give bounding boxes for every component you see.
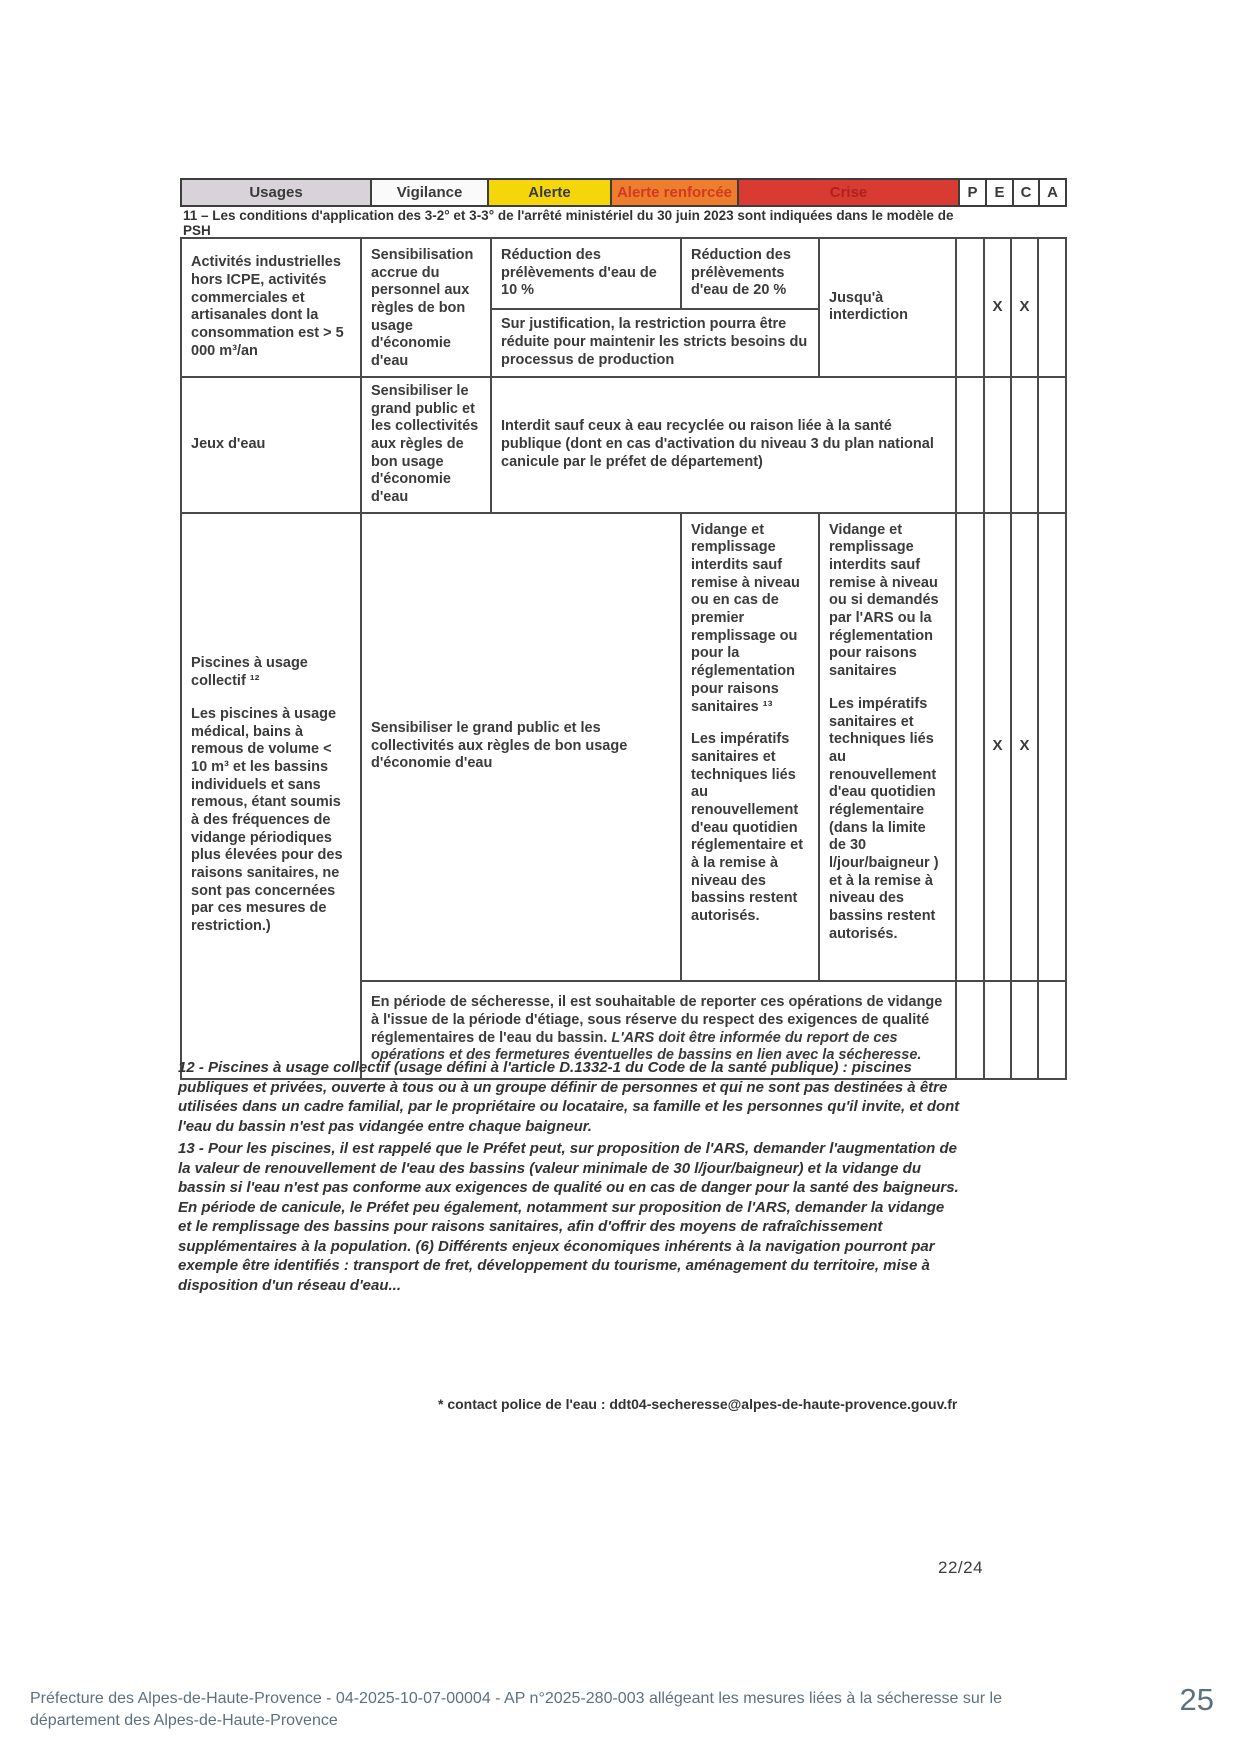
cell-industrial-alerte-renforcee: Réduction des prélèvements d'eau de 20 % — [681, 238, 819, 309]
cell-jeux-usage: Jeux d'eau — [181, 377, 361, 513]
legend-cell-e: E — [986, 179, 1013, 206]
usage-restrictions-table — [180, 237, 1067, 1080]
legend-cell-usages: Usages — [181, 179, 371, 206]
piscines-usage-title: Piscines à usage collectif ¹² — [191, 655, 308, 690]
legend-cell-p: P — [959, 179, 986, 206]
piscines-ars-note-regular: En période de sécheresse, il est souhaitable de reporter ces opérations de vidange à l'issue de la période d'étiage, sous réserve du respect des exigences de qualité réglementaires de l'eau du bassin. — [371, 994, 943, 1046]
severity-legend — [180, 178, 1067, 207]
footer-line2: département des Alpes-de-Haute-Provence — [30, 1711, 338, 1729]
cell-piscines-usage — [181, 513, 361, 1079]
legend-cell-c: C — [1013, 179, 1039, 206]
cell-industrial-mark-c: X — [1011, 238, 1038, 377]
footer-line1: Préfecture des Alpes-de-Haute-Provence - 04-2025-10-07-00004 - AP n°2025-280-003 allégeant les mesures liées à la sécheresse sur le — [30, 1690, 1003, 1707]
legend-cell-crise: Crise — [738, 179, 959, 206]
cell-jeux-restriction: Interdit sauf ceux à eau recyclée ou raison liée à la santé publique (dont en cas d'activation du niveau 3 du plan national canicule par le préfet de département) — [491, 377, 956, 513]
cell-piscines-alerte-renforcee — [681, 513, 819, 981]
cell-industrial-justification: Sur justification, la restriction pourra être réduite pour maintenir les stricts besoins du processus de production — [491, 309, 819, 377]
cell-piscines-mark-p — [956, 513, 984, 981]
cell-industrial-usage: Activités industrielles hors ICPE, activités commerciales et artisanales dont la consommation est > 5 000 m³/an — [181, 238, 361, 377]
piscines-ars-note-bold: L'ARS doit être informée du report de ces opérations et des fermetures éventuelles de bassins en lien avec la sécheresse. — [371, 1029, 922, 1064]
legend-cell-vigilance: Vigilance — [371, 179, 488, 206]
cell-ars-note-mark-c — [1011, 981, 1038, 1079]
piscines-crise-p1: Vidange et remplissage interdits sauf remise à niveau ou si demandés par l'ARS ou la réglementation pour raisons sanitaires — [829, 521, 939, 680]
cell-jeux-vigilance: Sensibiliser le grand public et les collectivités aux règles de bon usage d'économie d'eau — [361, 377, 491, 513]
page-number: 25 — [1179, 1682, 1214, 1717]
footnote-13: 13 - Pour les piscines, il est rappelé que le Préfet peut, sur proposition de l'ARS, demander l'augmentation de la valeur de renouvellement de l'eau des bassins (valeur minimale de 30 l/jour/baigneur) et la vidange du bassin si l'eau n'est pas conforme aux exigences de qualité ou en cas de danger pour la santé des baigneurs. En période de canicule, le Préfet peu également, notamment sur proposition de l'ARS, demander la vidange et le remplissage des bassins pour raisons sanitaires, afin d'offrir des moyens de rafraîchissement supplémentaires à la population. (6) Différents enjeux économiques inhérents à la navigation pourront par exemple être identifiés : transport de fret, développement du tourisme, aménagement du territoire, mise à disposition d'un réseau d'eau... — [178, 1140, 959, 1294]
cell-piscines-crise — [819, 513, 956, 981]
cell-industrial-alerte: Réduction des prélèvements d'eau de 10 % — [491, 238, 681, 309]
cell-piscines-mark-a — [1038, 513, 1066, 981]
legend-cell-alerte: Alerte — [488, 179, 611, 206]
piscines-usage-note: Les piscines à usage médical, bains à remous de volume < 10 m³ et les bassins individuels et sans remous, étant soumis à des fréquences de vidange périodiques plus élevées pour des raisons sanitaires, ne sont pas concernées par ces mesures de restriction.) — [191, 705, 343, 935]
cell-ars-note-mark-e — [984, 981, 1011, 1079]
cell-industrial-crise: Jusqu'à interdiction — [819, 238, 956, 377]
cell-industrial-vigilance: Sensibilisation accrue du personnel aux règles de bon usage d'économie d'eau — [361, 238, 491, 377]
cell-piscines-mark-e: X — [984, 513, 1011, 981]
cell-ars-note-mark-a — [1038, 981, 1066, 1079]
legend-cell-a: A — [1039, 179, 1066, 206]
cell-piscines-mark-c: X — [1011, 513, 1038, 981]
cell-jeux-mark-a — [1038, 377, 1066, 513]
footer — [30, 1688, 1010, 1731]
cell-jeux-mark-e — [984, 377, 1011, 513]
cell-ars-note-mark-p — [956, 981, 984, 1079]
footnote-12: 12 - Piscines à usage collectif (usage défini à l'article D.1332-1 du Code de la santé publique) : piscines publiques et privées, ouverte à tous ou à un groupe définir de personnes et qui ne sont pas destinées à être utilisées dans un cadre familial, par le propriétaire ou locataire, sa famille et les personnes qu'il invite, et dont l'eau du bassin n'est pas vidangée entre chaque baigneur. — [178, 1059, 960, 1135]
contact-line: * contact police de l'eau : ddt04-secheresse@alpes-de-haute-provence.gouv.fr — [438, 1396, 958, 1412]
legend-cell-alerte-renforcee: Alerte renforcée — [611, 179, 738, 206]
piscines-alerte-renforcee-p2: Les impératifs sanitaires et techniques liés au renouvellement d'eau quotidien réglementaire et à la remise à niveau des bassins restent autorisés. — [691, 731, 804, 925]
cell-industrial-mark-e: X — [984, 238, 1011, 377]
cell-piscines-vigilance-alerte: Sensibiliser le grand public et les collectivités aux règles de bon usage d'économie d'eau — [361, 513, 681, 981]
sheet-number: 22/24 — [938, 1558, 984, 1577]
footnote-11: 11 – Les conditions d'application des 3-2° et 3-3° de l'arrêté ministériel du 30 juin 2023 sont indiquées dans le modèle de PSH — [183, 208, 954, 238]
cell-jeux-mark-p — [956, 377, 984, 513]
cell-industrial-mark-a — [1038, 238, 1066, 377]
cell-jeux-mark-c — [1011, 377, 1038, 513]
cell-industrial-mark-p — [956, 238, 984, 377]
piscines-crise-p2: Les impératifs sanitaires et techniques liés au renouvellement d'eau quotidien réglementaire (dans la limite de 30 l/jour/baigneur ) et à la remise à niveau des bassins restent autorisés. — [829, 695, 939, 942]
piscines-alerte-renforcee-p1: Vidange et remplissage interdits sauf remise à niveau ou en cas de premier remplissage ou pour la réglementation pour raisons sanitaires ¹³ — [691, 521, 800, 715]
footnotes-block — [178, 1058, 960, 1298]
